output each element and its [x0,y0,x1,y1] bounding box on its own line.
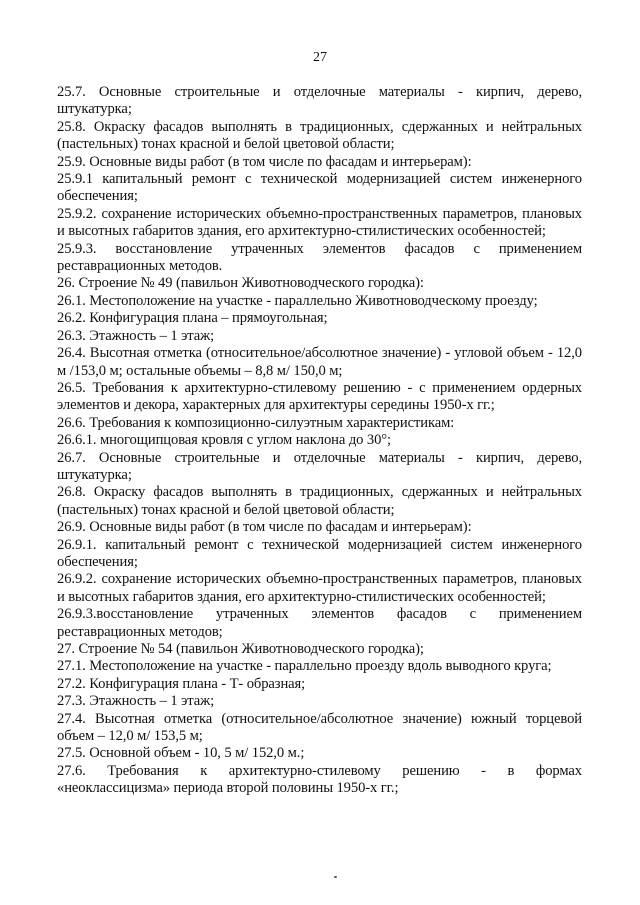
paragraph-25-7: 25.7. Основные строительные и отделочные материалы - кирпич, дерево, штукатурка; [57,84,582,118]
paragraph-27-4: 27.4. Высотная отметка (относительное/абсолютное значение) южный торцевой объем – 12,0 м/ 153,5 м; [57,710,582,745]
scan-speck [334,876,337,878]
paragraph-25-9: 25.9. Основные виды работ (в том числе по фасадам и интерьерам): [57,153,472,170]
paragraph-27-6-line-2: «неоклассицизма» периода второй половины 1950-х гг.; [57,780,399,797]
paragraph-26-9: 26.9. Основные виды работ (в том числе по фасадам и интерьерам): [57,519,472,536]
paragraph-26-8: 26.8. Окраску фасадов выполнять в традиционных, сдержанных и нейтральных (пастельных) тонах красной и белой цветовой области; [57,484,582,518]
paragraph-26-7: 26.7. Основные строительные и отделочные материалы - кирпич, дерево, штукатурка; [57,449,582,483]
paragraph-26-6-1: 26.6.1. многощипцовая кровля с углом наклона до 30°; [57,432,391,449]
paragraph-25-9-3: 25.9.3. восстановление утраченных элементов фасадов с применением реставрационных методов. [57,240,582,275]
paragraph-26-4: 26.4. Высотная отметка (относительное/абсолютное значение) - угловой объем - 12,0 м /153,0 м; остальные объемы – 8,8 м/ 150,0 м; [57,345,582,379]
paragraph-25-9-1: 25.9.1 капитальный ремонт с технической модернизацией систем инженерного обеспечения; [57,171,582,205]
paragraph-27-1: 27.1. Местоположение на участке - параллельно проезду вдоль выводного круга; [57,658,552,675]
paragraph-25-9-2: 25.9.2. сохранение исторических объемно-пространственных параметров, плановых и высотных габаритов здания, его архитектурно-стилистических особенностей; [57,205,582,240]
paragraph-26-5: 26.5. Требования к архитектурно-стилевому решению - с применением ордерных элементов и декора, характерных для архитектуры середины 1950-х гг.; [57,379,582,414]
paragraph-26-6: 26.6. Требования к композиционно-силуэтным характеристикам: [57,414,455,431]
paragraph-27: 27. Строение № 54 (павильон Животноводческого городка); [57,641,424,657]
document-body [57,84,582,798]
paragraph-27-2: 27.2. Конфигурация плана - Т- образная; [57,675,306,692]
paragraph-26-3: 26.3. Этажность – 1 этаж; [57,327,215,344]
paragraph-27-6 [57,763,582,798]
paragraph-26-9-2: 26.9.2. сохранение исторических объемно-пространственных параметров, плановых и высотных габаритов здания, его архитектурно-стилистических особенностей; [57,571,582,605]
paragraph-25-8: 25.8. Окраску фасадов выполнять в традиционных, сдержанных и нейтральных (пастельных) тонах красной и белой цветовой области; [57,118,582,153]
page-number: 27 [313,50,327,65]
paragraph-27-6-line-1: 27.6. Требования к архитектурно-стилевому решению - в формах [57,762,582,779]
paragraph-26-2: 26.2. Конфигурация плана – прямоугольная; [57,310,328,327]
paragraph-27-5: 27.5. Основной объем - 10, 5 м/ 152,0 м.; [57,745,305,762]
paragraph-26-9-1: 26.9.1. капитальный ремонт с технической модернизацией систем инженерного обеспечения; [57,536,582,570]
paragraph-26-9-3: 26.9.3.восстановление утраченных элементов фасадов с применением реставрационных методов; [57,606,582,640]
paragraph-26-1: 26.1. Местоположение на участке - параллельно Животноводческому проезду; [57,292,538,309]
paragraph-27-3: 27.3. Этажность – 1 этаж; [57,693,215,710]
paragraph-26: 26. Строение № 49 (павильон Животноводческого городка): [57,275,424,292]
